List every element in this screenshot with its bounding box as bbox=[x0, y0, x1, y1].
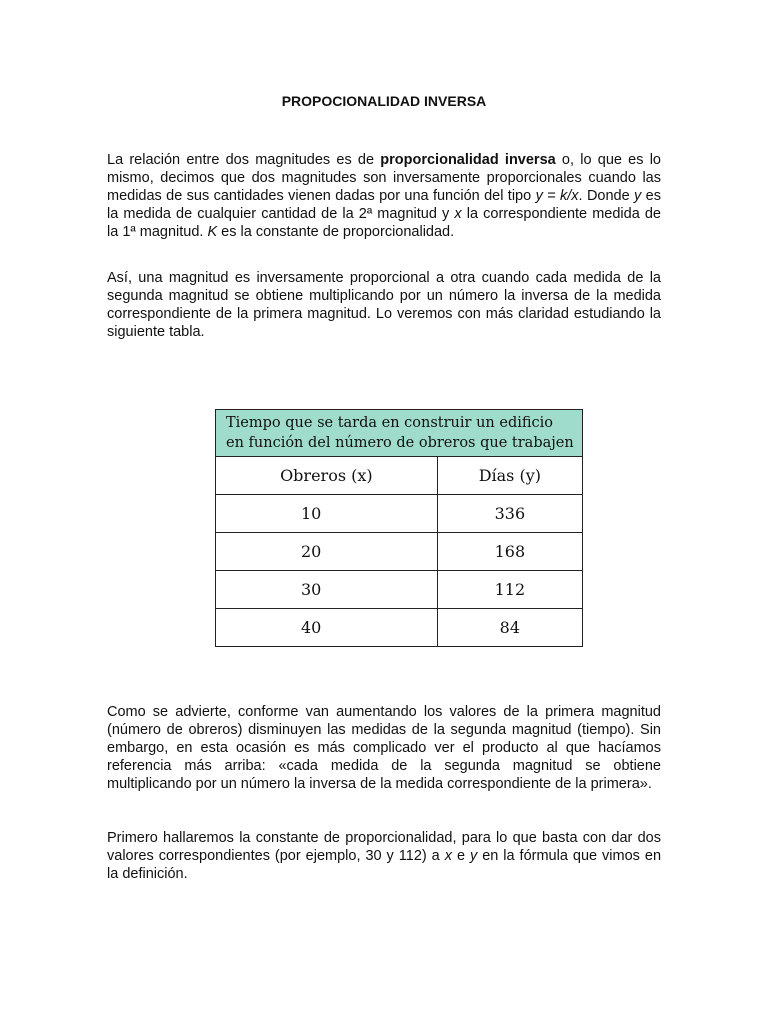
cell-obreros: 10 bbox=[216, 495, 438, 533]
column-header-obreros: Obreros (x) bbox=[216, 457, 438, 495]
bold-term: proporcionalidad inversa bbox=[380, 152, 556, 168]
table-caption-row bbox=[216, 410, 583, 457]
document-title: PROPOCIONALIDAD INVERSA bbox=[281, 93, 487, 109]
data-table bbox=[215, 409, 583, 647]
table-caption-line-2: en función del número de obreros que trabajen bbox=[226, 435, 574, 451]
proportionality-table bbox=[215, 409, 583, 647]
paragraph-definition: La relación entre dos magnitudes es de proporcionalidad inversa o, lo que es lo mismo, decimos que dos magnitudes son inversamente proporcionales cuando las medidas de sus cantidades vienen dadas por una función del tipo y = k/x. Donde y es la medida de cualquier cantidad de la 2ª magnitud y x la correspondiente medida de la 1ª magnitud. K es la constante de proporcionalidad. bbox=[107, 152, 661, 240]
cell-dias: 336 bbox=[437, 495, 582, 533]
table-row bbox=[216, 609, 583, 647]
cell-obreros: 40 bbox=[216, 609, 438, 647]
paragraph-observation: Como se advierte, conforme van aumentando los valores de la primera magnitud (número de obreros) disminuyen las medidas de la segunda magnitud (tiempo). Sin embargo, en esta ocasión es más complicado ver el producto al que hacíamos referencia más arriba: «cada medida de la segunda magnitud se obtiene multiplicando por un número la inversa de la medida correspondiente de la primera». bbox=[107, 704, 661, 792]
table-row bbox=[216, 495, 583, 533]
column-header-dias: Días (y) bbox=[437, 457, 582, 495]
formula: y = k/x bbox=[535, 188, 579, 204]
table-caption bbox=[216, 410, 583, 457]
table-row bbox=[216, 571, 583, 609]
paragraph-constant: Primero hallaremos la constante de proporcionalidad, para lo que basta con dar dos valores correspondientes (por ejemplo, 30 y 112) a x e y en la fórmula que vimos en la definición. bbox=[107, 830, 662, 882]
table-caption-line-1: Tiempo que se tarda en construir un edificio bbox=[226, 415, 554, 431]
cell-dias: 168 bbox=[437, 533, 582, 571]
cell-obreros: 20 bbox=[216, 533, 438, 571]
cell-obreros: 30 bbox=[216, 571, 438, 609]
cell-dias: 112 bbox=[437, 571, 582, 609]
cell-dias: 84 bbox=[437, 609, 582, 647]
table-header-row bbox=[216, 457, 583, 495]
table-row bbox=[216, 533, 583, 571]
paragraph-explanation: Así, una magnitud es inversamente proporcional a otra cuando cada medida de la segunda magnitud se obtiene multiplicando por un número la inversa de la medida correspondiente de la primera magnitud. Lo veremos con más claridad estudiando la siguiente tabla. bbox=[107, 270, 661, 340]
